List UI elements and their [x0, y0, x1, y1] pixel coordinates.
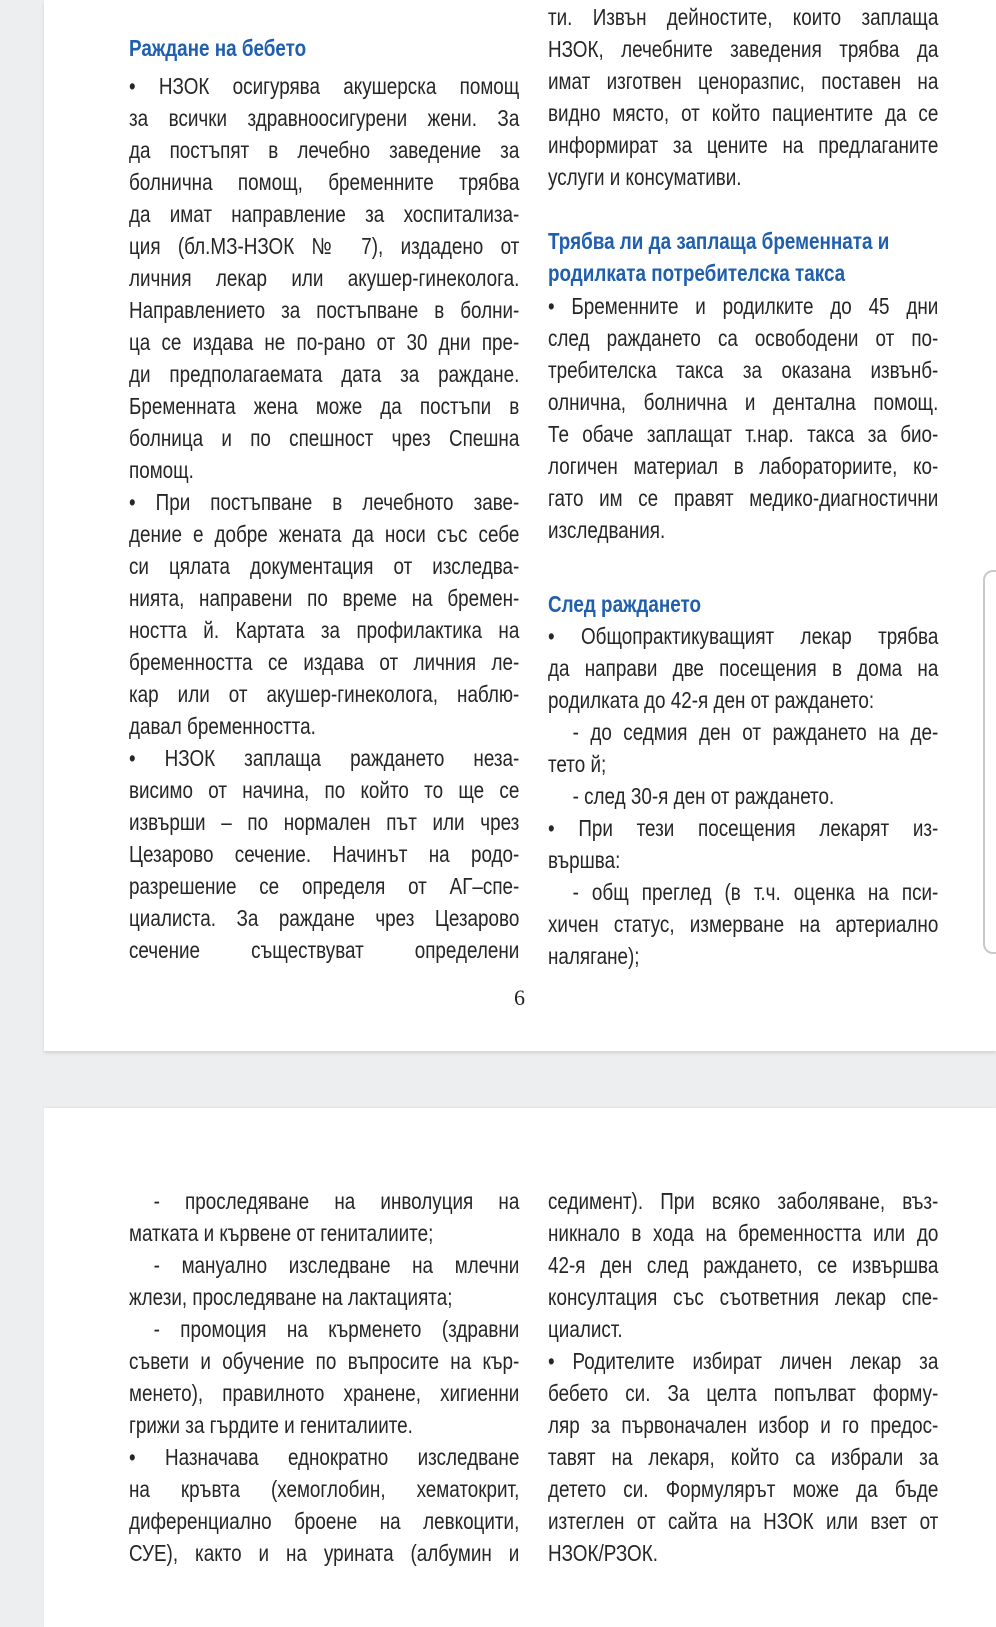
text-line: - проследяване на инволуция на [153, 1188, 520, 1214]
text-line: 42-я ден след раждането, се извършва [548, 1252, 939, 1278]
text-line: ти. Извън дейностите, които заплаща [548, 4, 939, 30]
text-line: изтеглен от сайта на НЗОК или взет от [548, 1508, 939, 1534]
text-line: вършва: [548, 847, 621, 873]
text-line: услуги и консумативи. [548, 164, 742, 190]
text-line: логичен материал в лабораториите, ко- [548, 453, 939, 479]
right-column-text-block-2 [548, 290, 938, 546]
text-line: бебето си. За целта попълват форму- [548, 1380, 939, 1406]
text-line: • При постъпване в лечебното заве- [129, 489, 520, 515]
text-line: • Общопрактикуващият лекар трябва [548, 623, 939, 649]
text-line: имат изготвен ценоразпис, поставен на [548, 68, 939, 94]
text-line: хичен статус, измерване на артериално [548, 911, 939, 937]
heading-line: Трябва ли да заплаща бременната и [548, 228, 890, 254]
heading-line: Раждане на бебето [129, 35, 307, 61]
text-line: болнична помощ, бременните трябва [129, 169, 520, 195]
text-line: ция (бл.МЗ-НЗОК № 7), издадено от [129, 233, 520, 259]
text-line: сечение съществуват определени [129, 937, 520, 963]
text-line: • Бременните и родилките до 45 дни [548, 293, 939, 319]
text-line: никнало в хода на бременността или до [548, 1220, 939, 1246]
text-line: изследвания. [548, 517, 666, 543]
text-line: след раждането са освободени от по- [548, 325, 939, 351]
page-number: 6 [514, 985, 525, 1010]
text-line: матката и кървене от гениталиите; [129, 1220, 434, 1246]
text-line: СУЕ), както и на урината (албумин и [129, 1540, 520, 1566]
text-line: личния лекар или акушер-гинеколога. [129, 265, 520, 291]
text-line: ността й. Картата за профилактика на [129, 617, 520, 643]
text-line: требителска такса за оказана извънб- [548, 357, 939, 383]
text-line: тавят на лекаря, който са избрали за [548, 1444, 939, 1470]
text-line: помощ. [129, 457, 194, 483]
text-line: жлези, проследяване на лактацията; [129, 1284, 453, 1310]
text-line: консултация със съответния лекар спе- [548, 1284, 939, 1310]
text-line: ди предполагаемата дата за раждане. [129, 361, 520, 387]
text-line: менето), правилното хранене, хигиенни [129, 1380, 520, 1406]
text-line: давал бременността. [129, 713, 316, 739]
text-line: кар или от акушер-гинеколога, наблю- [129, 681, 520, 707]
text-line: циалиста. За раждане чрез Цезарово [129, 905, 520, 931]
document-page-7 [44, 1108, 996, 1627]
text-line: си цялата документация от изследва- [129, 553, 520, 579]
text-line: олнична, болнична и дентална помощ. [548, 389, 939, 415]
section-heading-birth [129, 32, 519, 64]
right-column-text-block-3 [548, 620, 938, 972]
text-line: • При тези посещения лекарят из- [548, 815, 939, 841]
text-line: - мануално изследване на млечни [153, 1252, 520, 1278]
text-line: гато им се правят медико-диагностични [548, 485, 939, 511]
text-line: Направлението за постъпване в болни- [129, 297, 520, 323]
heading-line: След раждането [548, 591, 702, 617]
text-line: диференциално броене на левкоцити, [129, 1508, 520, 1534]
text-line: нията, направени по време на бремен- [129, 585, 520, 611]
text-line: за всички здравноосигурени жени. За [129, 105, 520, 131]
text-line: ца се издава не по-рано от 30 дни пре- [129, 329, 520, 355]
text-line: - след 30-я ден от раждането. [572, 783, 835, 809]
text-line: да направи две посещения в дома на [548, 655, 939, 681]
text-line: грижи за гърдите и гениталиите. [129, 1412, 413, 1438]
text-line: дение е добре жената да носи със себе [129, 521, 520, 547]
text-line: - общ преглед (в т.ч. оценка на пси- [572, 879, 939, 905]
left-column-text [129, 70, 519, 966]
document-page-6 [44, 0, 996, 1051]
text-line: • НЗОК заплаща раждането неза- [129, 745, 520, 771]
text-line: тето й; [548, 751, 607, 777]
text-line: • Назначава еднократно изследване [129, 1444, 520, 1470]
left-column-text [129, 1185, 519, 1569]
text-line: да постъпят в лечебно заведение за [129, 137, 520, 163]
fast-scroll-handle[interactable] [983, 570, 996, 954]
text-line: - до седмия ден от раждането на де- [572, 719, 939, 745]
right-column-text [548, 1185, 938, 1569]
text-line: • НЗОК осигурява акушерска помощ [129, 73, 520, 99]
text-line: родилката до 42-я ден от раждането: [548, 687, 875, 713]
text-line: видно място, от който пациентите да се [548, 100, 939, 126]
section-heading-user-fee [548, 225, 938, 289]
text-line: седимент). При всяко заболяване, въз- [548, 1188, 939, 1214]
text-line: информират за цените на предлаганите [548, 132, 939, 158]
text-line: извърши – по нормален път или чрез [129, 809, 520, 835]
text-line: бременността се издава от личния ле- [129, 649, 520, 675]
text-line: съвети и обучение по въпросите на кър- [129, 1348, 520, 1374]
text-line: - промоция на кърменето (здравни [153, 1316, 520, 1342]
text-line: НЗОК, лечебните заведения трябва да [548, 36, 939, 62]
text-line: циалист. [548, 1316, 623, 1342]
text-line: разрешение се определя от АГ–спе- [129, 873, 520, 899]
text-line: налягане); [548, 943, 640, 969]
right-column-text-block-1 [548, 1, 938, 193]
text-line: детето си. Формулярът може да бъде [548, 1476, 939, 1502]
section-heading-after-birth [548, 588, 938, 620]
text-line: Те обаче заплащат т.нар. такса за био- [548, 421, 939, 447]
heading-line: родилката потребителска такса [548, 260, 846, 286]
text-line: ляр за първоначален избор и го предос- [548, 1412, 939, 1438]
text-line: Цезарово сечение. Начинът на родо- [129, 841, 520, 867]
text-line: висимо от начина, по който то ще се [129, 777, 520, 803]
text-line: болница и по спешност чрез Спешна [129, 425, 520, 451]
text-line: Бременната жена може да постъпи в [129, 393, 520, 419]
text-line: на кръвта (хемоглобин, хематокрит, [129, 1476, 520, 1502]
text-line: • Родителите избират личен лекар за [548, 1348, 939, 1374]
text-line: да имат направление за хоспитализа- [129, 201, 520, 227]
text-line: НЗОК/РЗОК. [548, 1540, 658, 1566]
